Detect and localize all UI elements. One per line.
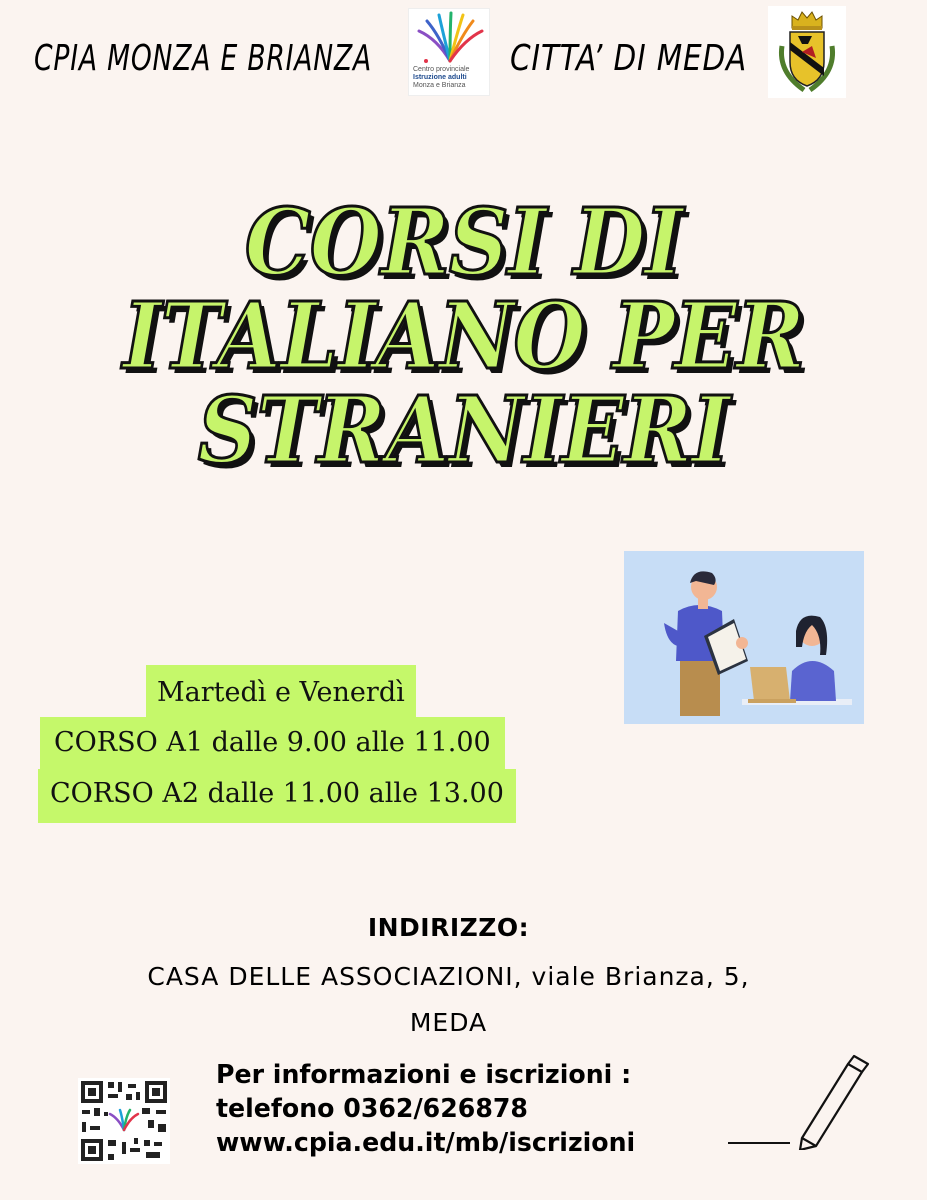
address-heading: INDIRIZZO: [367,913,530,942]
cpia-logo [408,8,490,96]
cpia-rainbow-icon [409,9,491,65]
coat-of-arms-icon [768,6,846,98]
qr-code-icon [78,1078,170,1164]
address-line-1: CASA DELLE ASSOCIAZIONI, viale Brianza, 5, [147,962,750,991]
contact-heading: Per informazioni e iscrizioni : [216,1060,632,1090]
title-line-1: CORSI DI [244,188,683,296]
schedule-course-a2: CORSO A2 dalle 11.00 alle 13.00 [38,769,516,823]
contact-website: www.cpia.edu.it/mb/iscrizioni [216,1128,636,1158]
header-meda-label: CITTA’ DI MEDA [510,38,748,79]
schedule-course-a1: CORSO A1 dalle 9.00 alle 11.00 [40,717,505,769]
title-line-2: ITALIANO PER [122,282,805,390]
schedule-days: Martedì e Venerdì [146,665,416,717]
logo-caption-3: Monza e Brianza [413,82,466,89]
address-line-2: MEDA [409,1008,488,1037]
logo-caption-1: Centro provinciale [413,66,470,73]
pencil-icon [724,1050,870,1150]
main-title [46,188,880,484]
teacher-student-illustration [624,551,864,724]
header-cpia-label: CPIA MONZA E BRIANZA [34,38,372,79]
logo-caption-2: Istruzione adulti [413,74,467,81]
title-line-3: STRANIERI [197,376,730,484]
contact-phone: telefono 0362/626878 [216,1094,528,1124]
